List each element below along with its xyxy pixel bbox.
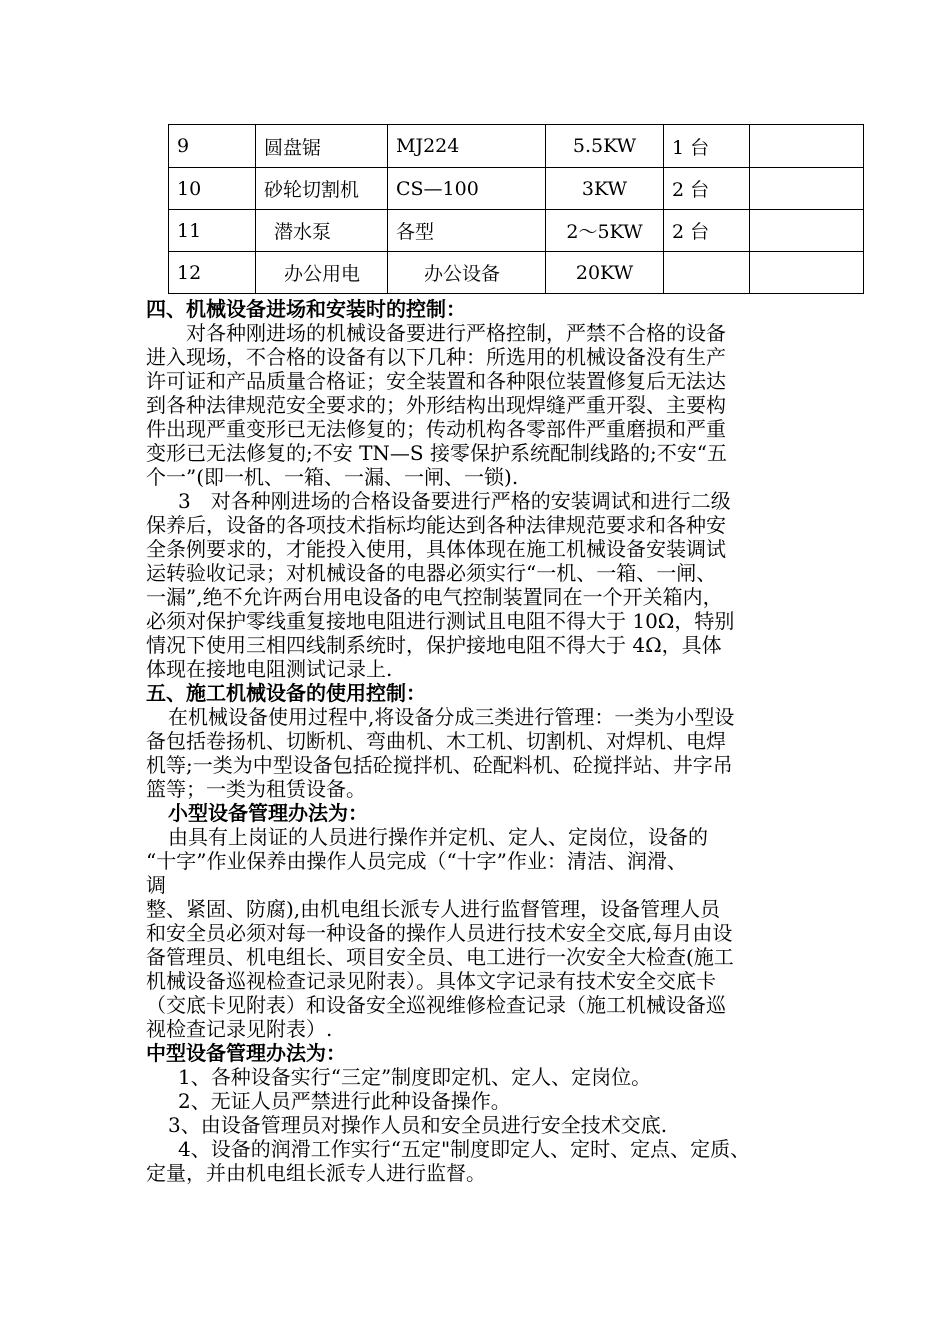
cell-model: 各型 <box>388 210 546 252</box>
para-line: 到各种法律规范安全要求的；外形结构出现焊缝严重开裂、主要构 <box>146 393 726 417</box>
cell-model: 办公设备 <box>388 252 546 294</box>
section-4-heading: 四、机械设备进场和安装时的控制： <box>146 297 466 321</box>
para-line: 备管理员、机电组长、项目安全员、电工进行一次安全大检查(施工 <box>146 945 734 969</box>
table-row <box>169 210 864 252</box>
table-row <box>169 168 864 210</box>
cell-note <box>750 168 864 210</box>
para-line: 一漏”,绝不允许两台用电设备的电气控制装置同在一个开关箱内， <box>146 585 723 609</box>
para-line: 机等;一类为中型设备包括砼搅拌机、砼配料机、砼搅拌站、井字吊 <box>146 753 733 777</box>
cell-name: 办公用电 <box>256 252 388 294</box>
para-line: 3 对各种刚进场的合格设备要进行严格的安装调试和进行二级 <box>178 489 731 513</box>
para-line: 在机械设备使用过程中,将设备分成三类进行管理：一类为小型设 <box>168 705 735 729</box>
cell-no: 9 <box>169 125 256 168</box>
para-line: 情况下使用三相四线制系统时，保护接地电阻不得大于 4Ω，具体 <box>146 633 722 657</box>
cell-power: 3KW <box>546 168 664 210</box>
para-line: 运转验收记录；对机械设备的电器必须实行“一机、一箱、一闸、 <box>146 561 717 585</box>
equipment-table <box>168 124 864 294</box>
table-row <box>169 252 864 294</box>
cell-note <box>750 125 864 168</box>
cell-power: 5.5KW <box>546 125 664 168</box>
list-item: 4、设备的润滑工作实行“五定"制度即定人、定时、定点、定质、 <box>178 1137 751 1161</box>
list-item: 3、由设备管理员对操作人员和安全员进行安全技术交底. <box>168 1113 668 1137</box>
cell-no: 11 <box>169 210 256 252</box>
cell-name: 圆盘锯 <box>256 125 388 168</box>
para-line: 个一”(即一机、一箱、一漏、一闸、一锁). <box>146 465 519 489</box>
para-line: 体现在接地电阻测试记录上. <box>146 657 393 681</box>
para-line: 篮等；一类为租赁设备。 <box>146 777 366 801</box>
list-item: 定量，并由机电组长派专人进行监督。 <box>146 1161 486 1185</box>
cell-qty: 2 台 <box>664 210 750 252</box>
para-line: 机械设备巡视检查记录见附表）。具体文字记录有技术安全交底卡 <box>146 969 716 993</box>
para-line: 全条例要求的，才能投入使用，具体体现在施工机械设备安装调试 <box>146 537 726 561</box>
cell-model: MJ224 <box>388 125 546 168</box>
cell-qty: 2 台 <box>664 168 750 210</box>
cell-name: 潜水泵 <box>256 210 388 252</box>
cell-name: 砂轮切割机 <box>256 168 388 210</box>
table-row <box>169 125 864 168</box>
cell-qty <box>664 252 750 294</box>
para-line: 保养后，设备的各项技术指标均能达到各种法律规范要求和各种安 <box>146 513 726 537</box>
para-line: 和安全员必须对每一种设备的操作人员进行技术安全交底,每月由设 <box>146 921 733 945</box>
cell-no: 10 <box>169 168 256 210</box>
para-line: 必须对保护零线重复接地电阻进行测试且电阻不得大于 10Ω，特别 <box>146 609 735 633</box>
cell-note <box>750 210 864 252</box>
para-line: 进入现场，不合格的设备有以下几种：所选用的机械设备没有生产 <box>146 345 726 369</box>
para-line: 调 <box>146 873 166 897</box>
para-line: “十字”作业保养由操作人员完成（“十字”作业：清洁、润滑、 <box>146 849 687 873</box>
para-line: （交底卡见附表）和设备安全巡视维修检查记录（施工机械设备巡 <box>146 993 726 1017</box>
cell-model: CS—100 <box>388 168 546 210</box>
cell-power: 2～5KW <box>546 210 664 252</box>
para-line: 备包括卷扬机、切断机、弯曲机、木工机、切割机、对焊机、电焊 <box>146 729 726 753</box>
cell-no: 12 <box>169 252 256 294</box>
section-5-heading: 五、施工机械设备的使用控制： <box>146 681 426 705</box>
para-line: 对各种刚进场的机械设备要进行严格控制，严禁不合格的设备 <box>186 321 726 345</box>
para-line: 视检查记录见附表）. <box>146 1017 333 1041</box>
para-line: 由具有上岗证的人员进行操作并定机、定人、定岗位，设备的 <box>168 825 708 849</box>
cell-note <box>750 252 864 294</box>
para-line: 件出现严重变形已无法修复的；传动机构各零部件严重磨损和严重 <box>146 417 726 441</box>
cell-qty: 1 台 <box>664 125 750 168</box>
document-body <box>146 297 836 1185</box>
small-equipment-heading: 小型设备管理办法为： <box>168 801 368 825</box>
list-item: 2、无证人员严禁进行此种设备操作。 <box>178 1089 511 1113</box>
cell-power: 20KW <box>546 252 664 294</box>
medium-equipment-heading: 中型设备管理办法为： <box>146 1041 346 1065</box>
para-line: 整、紧固、防腐),由机电组长派专人进行监督管理，设备管理人员 <box>146 897 721 921</box>
list-item: 1、各种设备实行“三定”制度即定机、定人、定岗位。 <box>178 1065 652 1089</box>
para-line: 变形已无法修复的;不安 TN—S 接零保护系统配制线路的;不安“五 <box>146 441 727 465</box>
para-line: 许可证和产品质量合格证；安全装置和各种限位装置修复后无法达 <box>146 369 726 393</box>
